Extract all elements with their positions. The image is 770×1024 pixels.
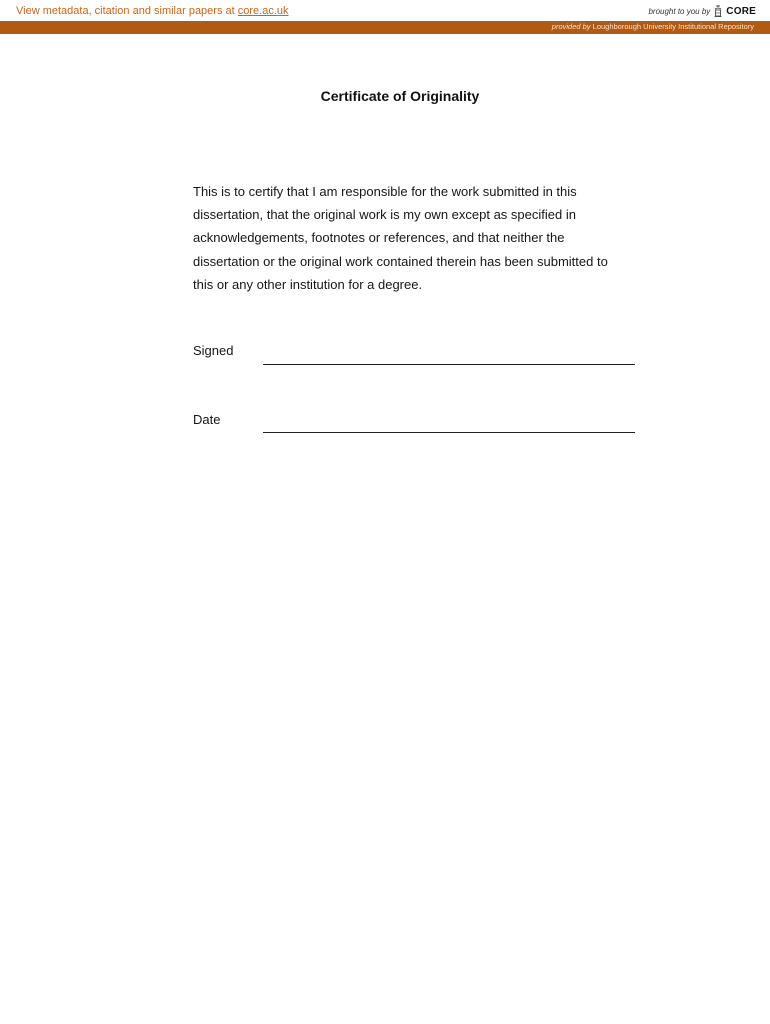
core-brought-by[interactable] — [648, 1, 756, 21]
brought-to-you-text: brought to you by — [648, 6, 711, 16]
date-line — [263, 432, 635, 433]
core-metadata-notice — [16, 5, 289, 17]
core-provided-bar — [0, 21, 770, 34]
signed-label: Signed — [193, 343, 234, 358]
date-label: Date — [193, 412, 221, 427]
statement-line: dissertation, that the original work is my own except as specified in — [193, 207, 576, 223]
core-ac-uk-link[interactable]: core.ac.uk — [237, 5, 289, 17]
core-logo-icon — [713, 4, 723, 18]
core-logo-text: CORE — [726, 5, 756, 17]
core-header — [0, 0, 770, 21]
core-metadata-text: View metadata, citation and similar papers at — [16, 5, 238, 17]
statement-line: This is to certify that I am responsible for the work submitted in this — [193, 184, 577, 199]
statement-line: dissertation or the original work contained therein has been submitted to — [193, 253, 608, 269]
signature-line — [263, 364, 635, 365]
provided-by-label: provided by — [551, 22, 591, 31]
certificate-statement — [193, 180, 653, 296]
page-title: Certificate of Originality — [320, 88, 480, 104]
core-provided-by[interactable] — [552, 22, 754, 31]
statement-line: this or any other institution for a degree. — [193, 276, 423, 292]
provided-by-source: Loughborough University Institutional Repository — [592, 22, 754, 31]
statement-line: acknowledgements, footnotes or references, and that neither the — [193, 230, 565, 246]
